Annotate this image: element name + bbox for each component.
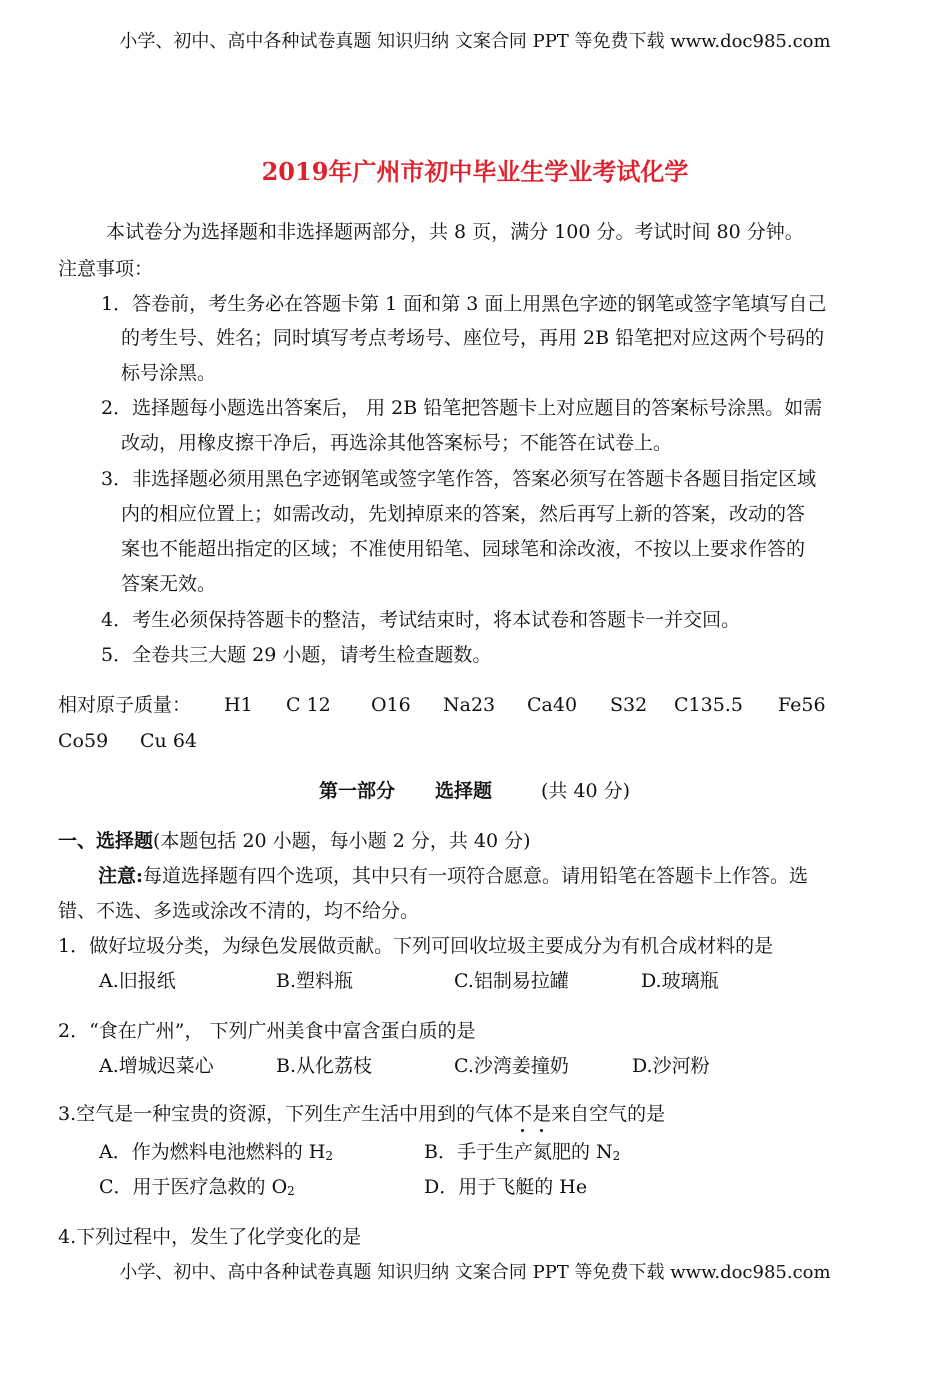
section-heading: 一、选择题 — [58, 830, 154, 852]
question-3-option-b-sub: 2 — [612, 1149, 621, 1163]
question-3-option-a — [99, 1140, 333, 1164]
atomic-mass-na: Na23 — [443, 694, 496, 716]
section-note-label: 注意: — [98, 865, 144, 887]
part-score: (共 40 分) — [541, 780, 631, 802]
atomic-mass-cl: C135.5 — [674, 694, 743, 716]
note-5: 5．全卷共三大题 29 小题，请考生检查题数。 — [101, 644, 492, 666]
question-3-option-c — [99, 1175, 295, 1199]
question-3-emphasis-shi: 是 — [532, 1103, 552, 1125]
note-2-line-1: 2．选择题每小题选出答案后， 用 2B 铅笔把答题卡上对应题目的答案标号涂黑。如需 — [101, 397, 823, 419]
page-header: 小学、初中、高中各种试卷真题 知识归纳 文案合同 PPT 等免费下载 www.doc985.com — [119, 31, 831, 52]
question-1-option-c: C.铝制易拉罐 — [454, 970, 569, 992]
question-2-option-c: C.沙湾姜撞奶 — [454, 1055, 569, 1077]
notes-heading: 注意事项： — [58, 258, 154, 280]
note-3-line-3: 案也不能超出指定的区域；不准使用铅笔、园球笔和涂改液，不按以上要求作答的 — [121, 538, 806, 560]
atomic-mass-c: C 12 — [286, 694, 331, 716]
question-3-option-c-sub: 2 — [287, 1184, 295, 1198]
section-desc: (本题包括 20 小题，每小题 2 分，共 40 分) — [153, 830, 531, 852]
atomic-mass-fe: Fe56 — [778, 694, 826, 716]
part-subtitle: 选择题 — [435, 780, 493, 802]
atomic-mass-co: Co59 — [58, 730, 109, 752]
note-1-line-1: 1．答卷前，考生务必在答题卡第 1 面和第 3 面上用黑色字迹的钢笔或签字笔填写自己 — [101, 293, 827, 315]
atomic-mass-o: O16 — [371, 694, 411, 716]
part-title: 第一部分 — [319, 780, 396, 802]
note-1-line-3: 标号涂黑。 — [121, 362, 217, 384]
question-3-stem-post: 来自空气的是 — [551, 1103, 666, 1125]
note-2-line-2: 改动，用橡皮擦干净后，再选涂其他答案标号；不能答在试卷上。 — [121, 432, 673, 454]
page-title: 2019年广州市初中毕业生学业考试化学 — [261, 157, 689, 186]
question-3-option-b-text: B．手于生产氮肥的 N — [424, 1141, 613, 1163]
question-3-option-a-text: A．作为燃料电池燃料的 H — [99, 1141, 326, 1163]
question-2-option-a: A.增城迟菜心 — [99, 1055, 214, 1077]
intro-text: 本试卷分为选择题和非选择题两部分，共 8 页，满分 100 分。考试时间 80 分钟。 — [106, 221, 804, 243]
question-3-stem — [58, 1102, 665, 1126]
question-2-option-d: D.沙河粉 — [632, 1055, 710, 1077]
atomic-mass-ca: Ca40 — [527, 694, 578, 716]
question-3-option-a-sub: 2 — [325, 1149, 333, 1163]
question-1-option-a: A.旧报纸 — [99, 970, 176, 992]
section-heading-line — [58, 829, 531, 853]
note-3-line-1: 3．非选择题必须用黑色字迹钢笔或签字笔作答，答案必须写在答题卡各题目指定区域 — [101, 468, 817, 490]
section-note-text: 每道选择题有四个选项，其中只有一项符合愿意。请用铅笔在答题卡上作答。选 — [143, 865, 809, 887]
question-3-emphasis-bu: 不 — [513, 1103, 533, 1125]
note-1-line-2: 的考生号、姓名；同时填写考点考场号、座位号，再用 2B 铅笔把对应这两个号码的 — [121, 327, 825, 349]
note-4: 4．考生必须保持答题卡的整洁，考试结束时，将本试卷和答题卡一并交回。 — [101, 609, 741, 631]
atomic-mass-cu: Cu 64 — [140, 730, 197, 752]
question-1-stem: 1．做好垃圾分类，为绿色发展做贡献。下列可回收垃圾主要成分为有机合成材料的是 — [58, 935, 774, 957]
atomic-mass-h: H1 — [224, 694, 253, 716]
question-3-option-d: D．用于飞艇的 He — [424, 1176, 588, 1198]
question-3-option-b — [424, 1140, 620, 1164]
note-3-line-2: 内的相应位置上；如需改动，先划掉原来的答案，然后再写上新的答案，改动的答 — [121, 503, 806, 525]
atomic-mass-s: S32 — [610, 694, 648, 716]
question-1-option-b: B.塑料瓶 — [276, 970, 354, 992]
question-4-stem: 4.下列过程中，发生了化学变化的是 — [58, 1226, 362, 1248]
page-footer: 小学、初中、高中各种试卷真题 知识归纳 文案合同 PPT 等免费下载 www.doc985.com — [119, 1262, 831, 1283]
question-1-option-d: D.玻璃瓶 — [641, 970, 719, 992]
question-2-stem: 2．“食在广州”， 下列广州美食中富含蛋白质的是 — [58, 1020, 476, 1042]
question-2-option-b: B.从化荔枝 — [276, 1055, 373, 1077]
atomic-mass-label: 相对原子质量： — [58, 694, 192, 716]
section-note-line-2: 错、不选、多选或涂改不清的，均不给分。 — [58, 900, 420, 922]
question-3-stem-pre: 3.空气是一种宝贵的资源，下列生产生活中用到的气体 — [58, 1103, 514, 1125]
question-3-option-c-text: C．用于医疗急救的 O — [99, 1176, 288, 1198]
note-3-line-4: 答案无效。 — [121, 573, 217, 595]
section-note-line-1 — [98, 864, 808, 888]
